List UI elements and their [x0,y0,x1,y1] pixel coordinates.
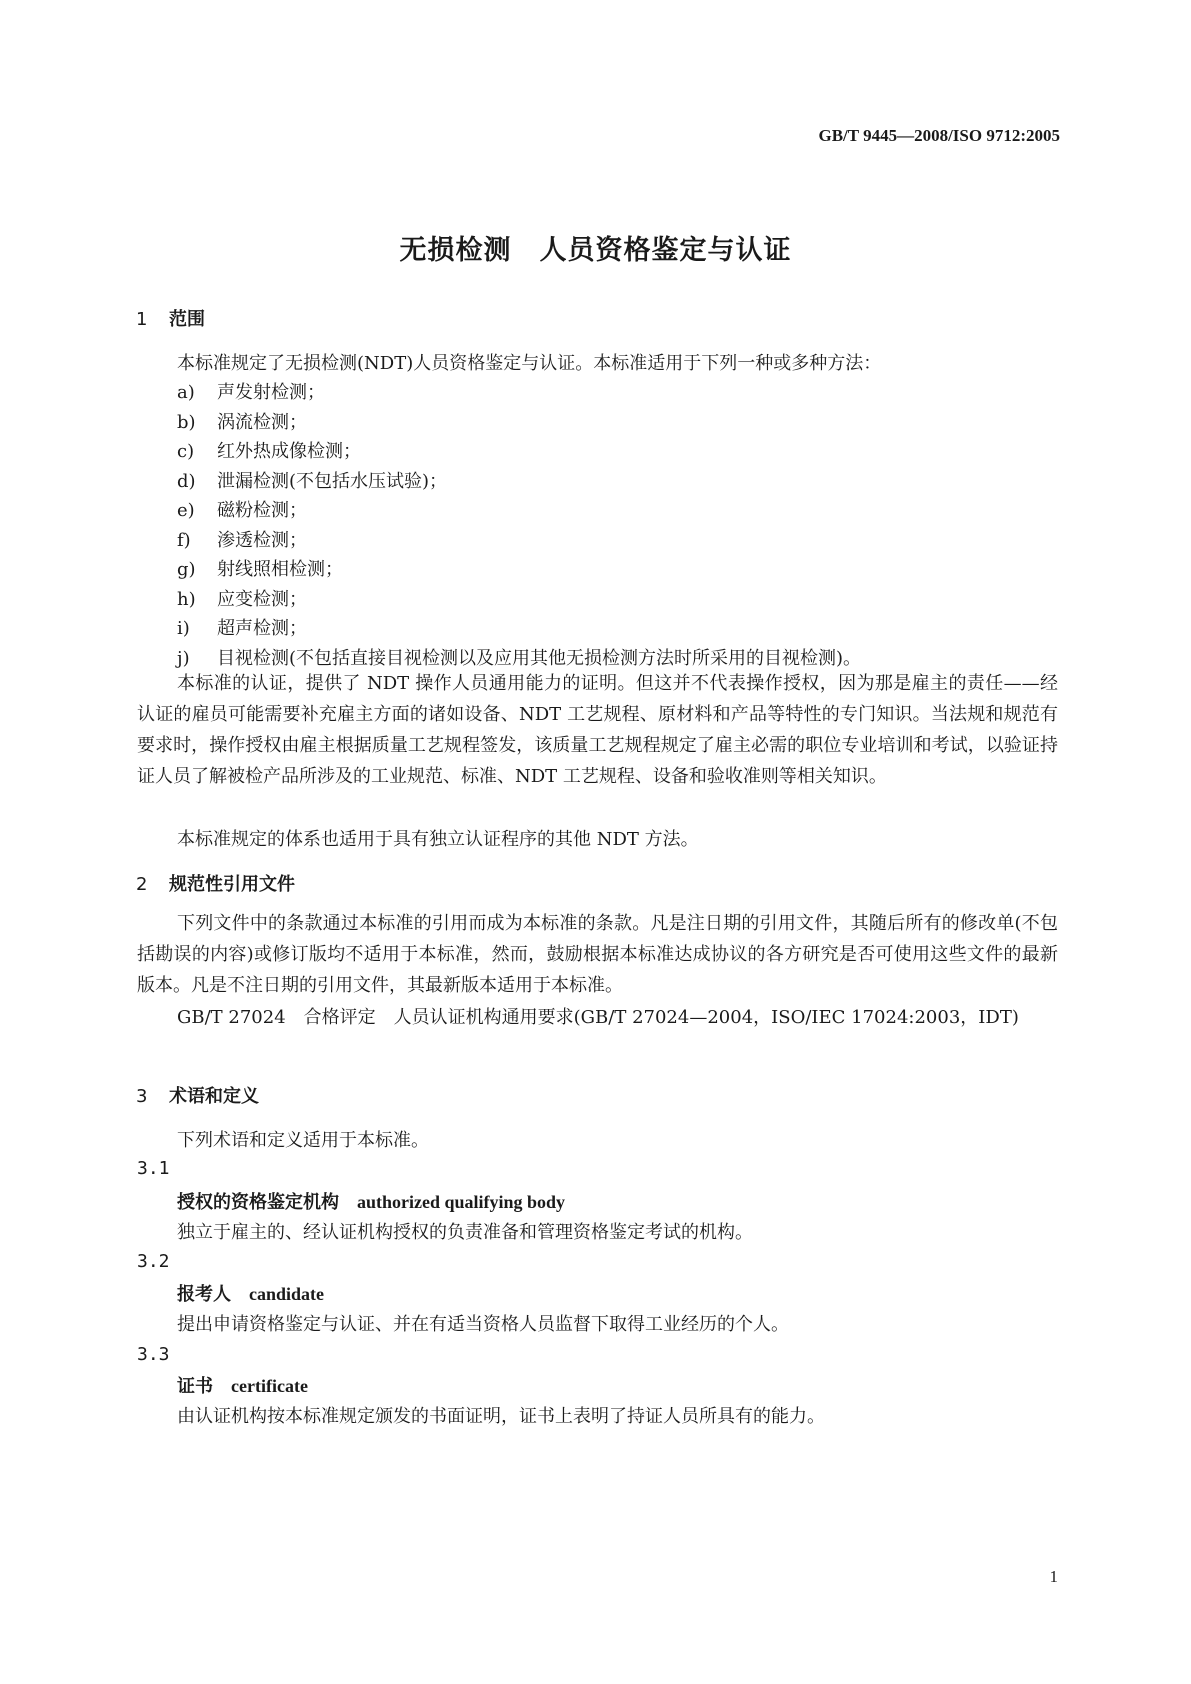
list-item [177,614,307,640]
term-zh: 报考人 [177,1284,231,1305]
list-text: 磁粉检测； [217,500,307,521]
term-definition: 提出申请资格鉴定与认证、并在有适当资格人员监督下取得工业经历的个人。 [177,1314,789,1335]
section-number: 2 [136,874,148,895]
list-text: 红外热成像检测； [217,441,361,462]
list-label: j) [177,648,190,669]
list-item [177,437,361,463]
list-label: b) [177,412,196,433]
section-2-heading [136,870,295,896]
term-number: 3.3 [137,1344,170,1365]
term-heading [177,1372,308,1398]
list-text: 应变检测； [217,589,307,610]
section-title: 术语和定义 [169,1086,259,1107]
paragraph: 下列文件中的条款通过本标准的引用而成为本标准的条款。凡是注日期的引用文件，其随后所有的修改单(不包括勘误的内容)或修订版均不适用于本标准，然而，鼓励根据本标准达成协议的各方研究是否可使用这些文件的最新版本。凡是不注日期的引用文件，其最新版本适用于本标准。 [137,913,1058,996]
term-en: certificate [231,1376,308,1396]
section-title: 范围 [169,309,205,330]
document-title: 无损检测 人员资格鉴定与认证 [399,235,792,266]
term-heading [177,1188,565,1214]
term-definition: 由认证机构按本标准规定颁发的书面证明，证书上表明了持证人员所具有的能力。 [177,1406,825,1427]
term-en: candidate [249,1284,325,1304]
list-label: i) [177,618,190,639]
list-label: f) [177,530,191,551]
list-item [177,496,307,522]
section-number: 1 [136,309,148,330]
list-text: 涡流检测； [217,412,307,433]
term-number: 3.1 [137,1158,170,1179]
list-item [177,467,447,493]
list-item [177,526,307,552]
term-zh: 授权的资格鉴定机构 [177,1192,339,1213]
list-text: 声发射检测； [217,382,325,403]
paragraph: 本标准的认证，提供了 NDT 操作人员通用能力的证明。但这并不代表操作授权，因为那是雇主的责任——经认证的雇员可能需要补充雇主方面的诸如设备、NDT 工艺规程、原材料和产品等特性的专门知识。当法规和规范有要求时，操作授权由雇主根据质量工艺规程签发，该质量工艺规程规定了雇主必需的职位专业培训和考试，以验证持证人员了解被检产品所涉及的工业规范、标准、NDT 工艺规程、设备和验收准则等相关知识。 [137,673,1058,787]
list-text: 渗透检测； [217,530,307,551]
term-en: authorized qualifying body [357,1192,566,1212]
list-item [177,644,861,670]
list-item [177,378,325,404]
term-definition: 独立于雇主的、经认证机构授权的负责准备和管理资格鉴定考试的机构。 [177,1222,753,1243]
terms-intro: 下列术语和定义适用于本标准。 [177,1130,429,1151]
paragraph: 本标准规定的体系也适用于具有独立认证程序的其他 NDT 方法。 [177,829,699,850]
list-text: 目视检测(不包括直接目视检测以及应用其他无损检测方法时所采用的目视检测)。 [217,648,862,669]
normative-reference: GB/T 27024 合格评定 人员认证机构通用要求(GB/T 27024—2004，ISO/IEC 17024:2003，IDT) [177,1007,1019,1028]
term-number: 3.2 [137,1251,170,1272]
list-label: g) [177,559,196,580]
section-number: 3 [136,1086,148,1107]
list-label: a) [177,382,195,403]
section-3-heading [136,1082,259,1108]
list-item [177,585,307,611]
term-zh: 证书 [177,1376,213,1397]
list-label: d) [177,471,196,492]
term-heading [177,1280,324,1306]
section-title: 规范性引用文件 [169,874,295,895]
standard-code-header: GB/T 9445—2008/ISO 9712:2005 [818,126,1060,145]
list-text: 泄漏检测(不包括水压试验)； [217,471,448,492]
section-1-heading [136,305,205,331]
page-number: 1 [1049,1567,1058,1586]
list-item [177,555,343,581]
list-label: c) [177,441,195,462]
list-text: 射线照相检测； [217,559,343,580]
scope-intro: 本标准规定了无损检测(NDT)人员资格鉴定与认证。本标准适用于下列一种或多种方法： [177,353,882,374]
list-label: h) [177,589,196,610]
list-text: 超声检测； [217,618,307,639]
list-item [177,408,307,434]
list-label: e) [177,500,195,521]
